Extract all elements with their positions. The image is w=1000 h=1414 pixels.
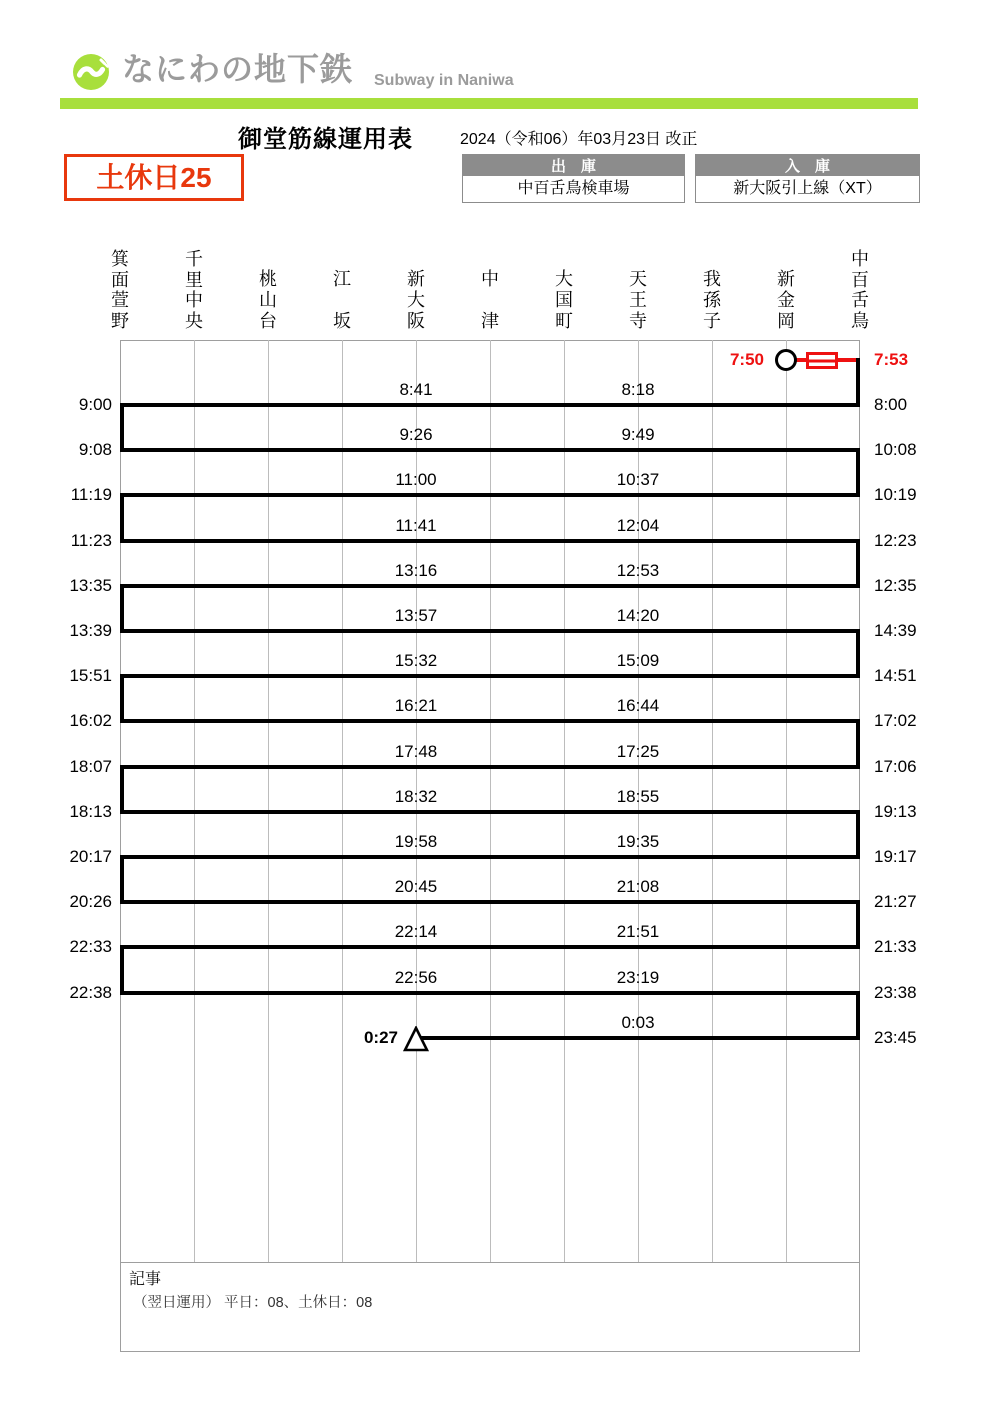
run-line	[120, 810, 860, 814]
run-connector	[856, 629, 860, 678]
run-time-tennoji: 21:51	[616, 922, 660, 941]
run-left-time: 9:08	[78, 440, 112, 459]
run-connector	[120, 945, 124, 995]
run-connector	[856, 900, 860, 949]
run-connector	[120, 765, 124, 814]
run-left-time: 16:02	[69, 711, 112, 730]
run-time-tennoji: 21:08	[616, 877, 660, 896]
run-right-time: 21:33	[874, 937, 917, 956]
run-line	[120, 403, 860, 407]
run-left-time: 20:17	[69, 847, 112, 866]
grid-column-line	[268, 340, 269, 1262]
station-char: 町	[555, 311, 573, 331]
run-left-time: 9:00	[78, 395, 112, 414]
run-time-tennoji: 0:03	[621, 1013, 655, 1032]
station-label-9	[775, 270, 797, 330]
run-time-shin-osaka: 18:32	[394, 787, 438, 806]
run-right-time: 12:35	[874, 576, 917, 595]
grid-column-line	[490, 340, 491, 1262]
grid-column-line	[712, 340, 713, 1262]
logo-subtitle: Subway in Naniwa	[374, 72, 514, 89]
run-right-time: 19:17	[874, 847, 917, 866]
run-right-time: 21:27	[874, 892, 917, 911]
depot-box-line	[809, 359, 835, 362]
duty-badge: 土休日25	[64, 154, 244, 201]
run-time-shin-osaka: 8:41	[399, 380, 433, 399]
station-char: 山	[259, 290, 277, 310]
run-line	[416, 1036, 860, 1040]
run-line	[120, 855, 860, 859]
station-char: 天	[629, 269, 647, 289]
run-left-time: 11:23	[70, 531, 112, 550]
run-time-tennoji: 9:49	[621, 425, 655, 444]
station-char: 新	[407, 269, 425, 289]
run-time-shin-osaka: 13:57	[394, 606, 438, 625]
station-char: 新	[777, 269, 795, 289]
station-char: 大	[555, 269, 573, 289]
station-label-10	[849, 250, 871, 330]
run-left-time: 13:35	[69, 576, 112, 595]
run-time-shin-osaka: 17:48	[394, 742, 438, 761]
station-label-0	[109, 250, 131, 330]
station-char: 金	[777, 290, 795, 310]
logo-title: なにわの地下鉄	[122, 51, 354, 87]
run-right-time: 23:38	[874, 983, 917, 1002]
run-line	[120, 765, 860, 769]
run-connector	[120, 493, 124, 543]
notes-box	[120, 1262, 860, 1352]
run-line	[120, 448, 860, 452]
run-right-time: 14:51	[874, 666, 917, 685]
station-label-1	[183, 250, 205, 330]
depot-in-value: 新大阪引上線（XT）	[733, 180, 882, 197]
station-char: 面	[111, 269, 129, 290]
run-left-time: 22:33	[69, 937, 112, 956]
run-line	[120, 674, 860, 678]
run-time-tennoji: 23:19	[616, 968, 660, 987]
run-connector	[120, 855, 124, 904]
run-left-time: 18:07	[69, 757, 112, 776]
run-connector	[120, 403, 124, 452]
run-time-shin-osaka: 11:41	[395, 516, 437, 535]
station-char: 中	[481, 269, 499, 289]
run-connector	[856, 539, 860, 588]
run-time-tennoji: 12:04	[616, 516, 660, 535]
run-line	[120, 991, 860, 995]
run-time-shin-osaka: 22:56	[394, 968, 438, 987]
depot-in-header: 入 庫	[696, 155, 919, 178]
station-char: 孫	[703, 290, 721, 310]
station-label-2	[257, 270, 279, 330]
run-right-time: 10:19	[874, 485, 917, 504]
run-line	[120, 719, 860, 723]
depot-exit-circle-icon	[775, 349, 797, 371]
grid-column-line	[194, 340, 195, 1262]
deadhead-depart-time: 7:50	[729, 350, 764, 369]
run-time-shin-osaka: 22:14	[394, 922, 438, 941]
station-char: 江	[333, 269, 351, 289]
run-line	[120, 539, 860, 543]
run-left-time: 18:13	[69, 802, 112, 821]
run-line	[120, 493, 860, 497]
run-time-tennoji: 16:44	[616, 696, 660, 715]
depot-out-table	[462, 154, 685, 203]
station-char: 岡	[777, 311, 795, 331]
run-connector	[856, 810, 860, 859]
station-char: 津	[481, 311, 499, 331]
station-label-5	[479, 270, 501, 330]
run-time-tennoji: 10:37	[616, 470, 660, 489]
station-label-3	[331, 270, 353, 330]
station-label-8	[701, 270, 723, 330]
run-time-tennoji: 19:35	[616, 832, 660, 851]
deadhead-arrive-time: 7:53	[874, 350, 909, 369]
run-right-time: 19:13	[874, 802, 917, 821]
station-char: 我	[703, 269, 721, 289]
run-time-shin-osaka: 16:21	[394, 696, 438, 715]
accent-bar	[60, 98, 918, 109]
run-right-time: 17:06	[874, 757, 917, 776]
run-left-time: 11:19	[70, 485, 112, 504]
station-char: 野	[111, 310, 129, 331]
station-char: 百	[851, 269, 869, 290]
station-char: 舌	[851, 290, 869, 311]
run-connector	[856, 719, 860, 769]
run-connector	[120, 584, 124, 633]
run-line	[120, 900, 860, 904]
station-char: 阪	[407, 311, 425, 331]
station-char: 大	[407, 290, 425, 310]
notes-title: 記事	[129, 1271, 162, 1288]
station-char: 坂	[333, 311, 351, 331]
run-right-time: 10:08	[874, 440, 917, 459]
run-time-tennoji: 14:20	[616, 606, 660, 625]
run-time-shin-osaka: 20:45	[394, 877, 438, 896]
revision-date: 2024（令和06）年03月23日 改正	[460, 131, 698, 148]
run-time-shin-osaka: 0:27	[363, 1028, 398, 1047]
run-connector	[856, 358, 860, 407]
station-char: 台	[259, 311, 277, 331]
run-left-time: 15:51	[69, 666, 112, 685]
depot-out-header: 出 庫	[463, 155, 684, 178]
station-char: 千	[185, 249, 203, 269]
run-time-shin-osaka: 19:58	[394, 832, 438, 851]
station-label-4	[405, 270, 427, 330]
station-char: 子	[703, 311, 721, 331]
depot-box-icon	[806, 352, 838, 369]
run-right-time: 14:39	[874, 621, 917, 640]
run-line	[120, 584, 860, 588]
run-line	[120, 629, 860, 633]
run-right-time: 8:00	[874, 395, 908, 414]
run-time-tennoji: 8:18	[621, 380, 655, 399]
run-time-shin-osaka: 15:32	[394, 651, 438, 670]
run-connector	[856, 991, 860, 1040]
logo-icon	[72, 51, 112, 91]
station-char: 桃	[259, 269, 277, 289]
run-connector	[856, 448, 860, 497]
run-time-tennoji: 15:09	[616, 651, 660, 670]
grid-column-line	[786, 340, 787, 1262]
run-time-shin-osaka: 11:00	[395, 470, 437, 489]
run-left-time: 20:26	[69, 892, 112, 911]
station-char: 里	[185, 269, 203, 290]
station-char: 箕	[111, 249, 129, 269]
grid-column-line	[342, 340, 343, 1262]
run-time-shin-osaka: 9:26	[399, 425, 433, 444]
run-right-time: 23:45	[874, 1028, 917, 1047]
station-label-6	[553, 270, 575, 330]
page-title: 御堂筋線運用表	[238, 126, 413, 153]
depot-out-value: 中百舌鳥検車場	[517, 180, 630, 197]
run-time-tennoji: 18:55	[616, 787, 660, 806]
station-label-7	[627, 270, 649, 330]
grid-column-line	[564, 340, 565, 1262]
run-time-shin-osaka: 13:16	[394, 561, 438, 580]
station-char: 中	[185, 290, 203, 311]
station-char: 央	[185, 310, 203, 331]
run-right-time: 17:02	[874, 711, 917, 730]
run-time-tennoji: 12:53	[616, 561, 660, 580]
run-connector	[120, 674, 124, 723]
station-char: 寺	[629, 311, 647, 331]
run-right-time: 12:23	[874, 531, 917, 550]
run-left-time: 13:39	[69, 621, 112, 640]
depot-in-table	[695, 154, 920, 203]
station-char: 王	[629, 290, 647, 310]
station-char: 国	[555, 290, 573, 310]
run-time-tennoji: 17:25	[616, 742, 660, 761]
station-char: 萱	[111, 290, 129, 311]
notes-body: （翌日運用） 平日：08、土休日：08	[133, 1295, 373, 1311]
station-char: 鳥	[851, 310, 869, 331]
run-left-time: 22:38	[69, 983, 112, 1002]
station-char: 中	[851, 249, 869, 269]
turnback-triangle-icon	[403, 1026, 429, 1052]
run-line	[120, 945, 860, 949]
